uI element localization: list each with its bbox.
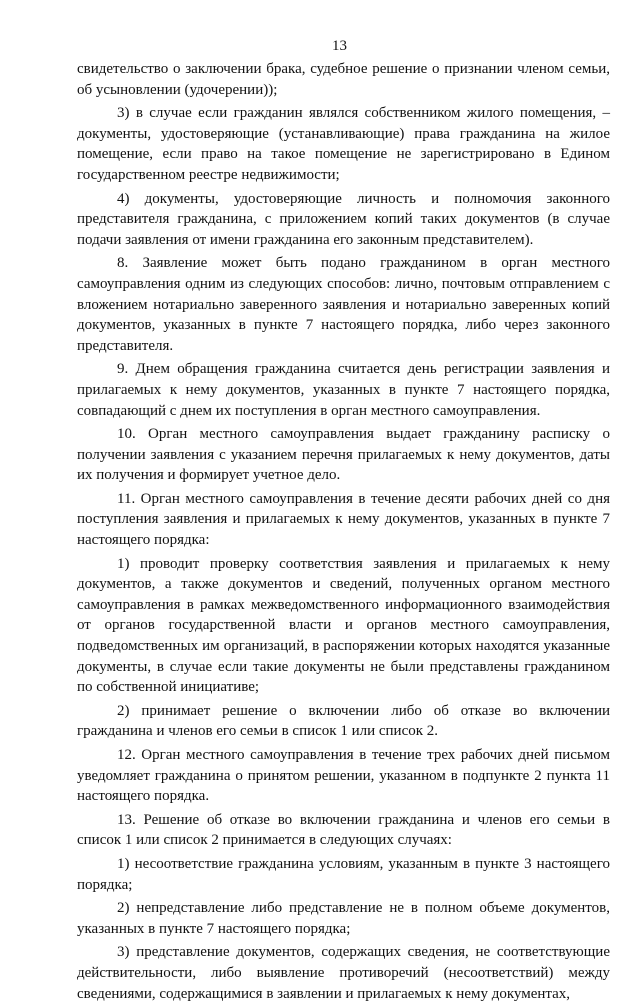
paragraph-clause-12: 12. Орган местного самоуправления в течение трех рабочих дней письмом уведомляет гражданина о принятом решении, указанном в подпункте 2 пункта 11 настоящего порядка. [77,747,610,805]
paragraph-clause-11-item-1: 1) проводит проверку соответствия заявления и прилагаемых к нему документов, а также документов и сведений, полученных органом местного самоуправления в рамках межведомственного информационного взаимодействия от органов государственной власти и органов местного самоуправления, подведомственных им организаций, в распоряжении которых находятся указанные документы, в случае если такие документы не были представлены гражданином по собственной инициативе; [77,555,610,696]
paragraph-clause-8: 8. Заявление может быть подано гражданином в орган местного самоуправления одним из следующих способов: лично, почтовым отправлением с вложением нотариально заверенного заявления и нотариально заверенных копий документов, указанных в пункте 7 настоящего порядка, либо через законного представителя. [77,255,610,354]
paragraph-clause-9: 9. Днем обращения гражданина считается день регистрации заявления и прилагаемых к нему документов, указанных в пункте 7 настоящего порядка, совпадающий с днем их поступления в орган местного самоуправления. [77,361,610,419]
paragraph-item-3-property: 3) в случае если гражданин являлся собственником жилого помещения, – документы, удостоверяющие (устанавливающие) права гражданина на жилое помещение, если право на такое помещение не зарегистрировано в Едином государственном реестре недвижимости; [77,105,610,183]
paragraph-clause-10: 10. Орган местного самоуправления выдает гражданину расписку о получении заявления с указанием перечня прилагаемых к нему документов, даты их получения и формирует учетное дело. [77,426,610,484]
paragraph-clause-11: 11. Орган местного самоуправления в течение десяти рабочих дней со дня поступления заявления и прилагаемых к нему документов, указанных в пункте 7 настоящего порядка: [77,490,610,549]
paragraph-clause-13-item-3: 3) представление документов, содержащих сведения, не соответствующие действительности, либо выявление противоречий (несоответствий) между сведениями, содержащимися в заявлении и прилагаемых к нему документах, [77,944,610,1002]
paragraph-continuation: свидетельство о заключении брака, судебное решение о признании членом семьи, об усыновлении (удочерении)); [77,61,610,98]
page-number: 13 [332,38,347,54]
paragraph-clause-11-item-2: 2) принимает решение о включении либо об отказе во включении гражданина и членов его семьи в список 1 или список 2. [77,702,610,740]
paragraph-item-4-representative: 4) документы, удостоверяющие личность и полномочия законного представителя гражданина, с приложением копий таких документов (в случае подачи заявления от имени гражданина его законным представителем). [77,190,610,248]
paragraph-clause-13-item-1: 1) несоответствие гражданина условиям, указанным в пункте 3 настоящего порядка; [77,855,610,893]
paragraph-clause-13-item-2: 2) непредставление либо представление не в полном объеме документов, указанных в пункте 7 настоящего порядка; [77,900,610,937]
paragraph-clause-13: 13. Решение об отказе во включении гражданина и членов его семьи в список 1 или список 2 принимается в следующих случаях: [77,811,610,849]
